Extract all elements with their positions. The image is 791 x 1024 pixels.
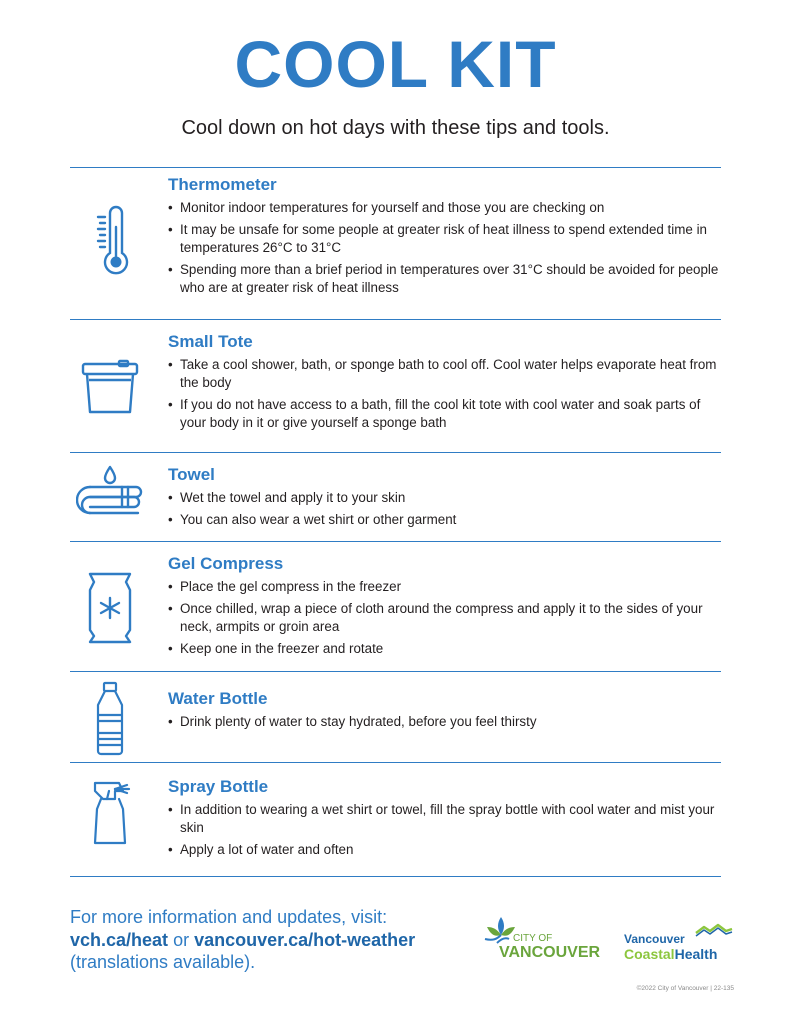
- divider: [70, 762, 721, 763]
- section-heading: Water Bottle: [168, 689, 268, 708]
- list-item: • Once chilled, wrap a piece of cloth around the compress and apply it to the sides of your neck, armpits or groin area: [168, 600, 724, 636]
- bullet-list: [168, 578, 724, 658]
- section-heading: Thermometer: [168, 175, 277, 194]
- list-item: • Wet the towel and apply it to your skin: [168, 489, 724, 507]
- vch-coastal-text: Coastal: [624, 946, 675, 962]
- list-item: • Drink plenty of water to stay hydrated, before you feel thirsty: [168, 713, 724, 731]
- list-item: • Keep one in the freezer and rotate: [168, 640, 724, 658]
- spray-bottle-icon: [70, 779, 150, 869]
- bullet-list: [168, 199, 724, 297]
- divider: [70, 319, 721, 320]
- section-body: [168, 554, 724, 662]
- towel-icon: [70, 463, 150, 553]
- section-heading: Small Tote: [168, 332, 253, 351]
- vch-health-text: Health: [674, 946, 718, 962]
- gel-compress-icon: [70, 570, 150, 660]
- water-bottle-icon: [70, 681, 150, 771]
- list-item: • If you do not have access to a bath, fill the cool kit tote with cool water and soak parts of your body in it or give yourself a sponge bath: [168, 396, 724, 432]
- page-subtitle: Cool down on hot days with these tips and tools.: [181, 117, 610, 139]
- list-item: • Apply a lot of water and often: [168, 841, 724, 859]
- bullet-list: [168, 356, 724, 432]
- footer-intro: For more information and updates, visit:: [70, 907, 388, 927]
- list-item: • Spending more than a brief period in temperatures over 31°C should be avoided for people who are at greater risk of heat illness: [168, 261, 724, 297]
- section-body: [168, 777, 724, 863]
- vch-vancouver-text: Vancouver: [624, 932, 685, 946]
- vch-emblem: [622, 923, 734, 963]
- bullet-list: [168, 713, 724, 731]
- list-item: • In addition to wearing a wet shirt or towel, fill the spray bottle with cool water and mist your skin: [168, 801, 724, 837]
- section-heading: Gel Compress: [168, 554, 284, 573]
- section-body: [168, 332, 724, 436]
- section-heading: Towel: [168, 465, 215, 484]
- list-item: • Take a cool shower, bath, or sponge bath to cool off. Cool water helps evaporate heat from the body: [168, 356, 724, 392]
- list-item: • Monitor indoor temperatures for yourself and those you are checking on: [168, 199, 724, 217]
- bullet-list: [168, 801, 724, 859]
- section-body: [168, 689, 724, 735]
- svg-text:CoastalHealth: [624, 946, 717, 962]
- city-of-text: CITY OF: [513, 933, 553, 944]
- footer-links: [70, 929, 470, 952]
- list-item: • You can also wear a wet shirt or other garment: [168, 511, 724, 529]
- vancouver-hot-weather-link[interactable]: vancouver.ca/hot-weather: [194, 929, 416, 950]
- divider: [70, 541, 721, 542]
- section-body: [168, 465, 724, 533]
- list-item: • It may be unsafe for some people at greater risk of heat illness to spend extended time in temperatures 26°C to 31°C: [168, 221, 724, 257]
- city-of-vancouver-emblem: [483, 913, 601, 963]
- vancouver-text: VANCOUVER: [499, 944, 601, 961]
- bullet-list: [168, 489, 724, 529]
- list-item: • Place the gel compress in the freezer: [168, 578, 724, 596]
- section-heading: Spray Bottle: [168, 777, 269, 796]
- divider: [70, 167, 721, 168]
- vch-heat-link[interactable]: vch.ca/heat: [70, 929, 169, 950]
- divider: [70, 671, 721, 672]
- tote-icon: [70, 358, 150, 448]
- thermometer-icon: [70, 205, 150, 295]
- city-of-vancouver-logo: [483, 913, 601, 963]
- vancouver-coastal-health-logo: [622, 923, 734, 963]
- footer-or: or: [168, 929, 195, 950]
- page-title: COOL KIT: [234, 27, 557, 101]
- footer-info: [70, 906, 470, 974]
- section-body: [168, 175, 724, 301]
- copyright-notice: ©2022 City of Vancouver | 22-135: [636, 985, 734, 992]
- footer-translations: (translations available).: [70, 952, 256, 972]
- divider: [70, 452, 721, 453]
- divider: [70, 876, 721, 877]
